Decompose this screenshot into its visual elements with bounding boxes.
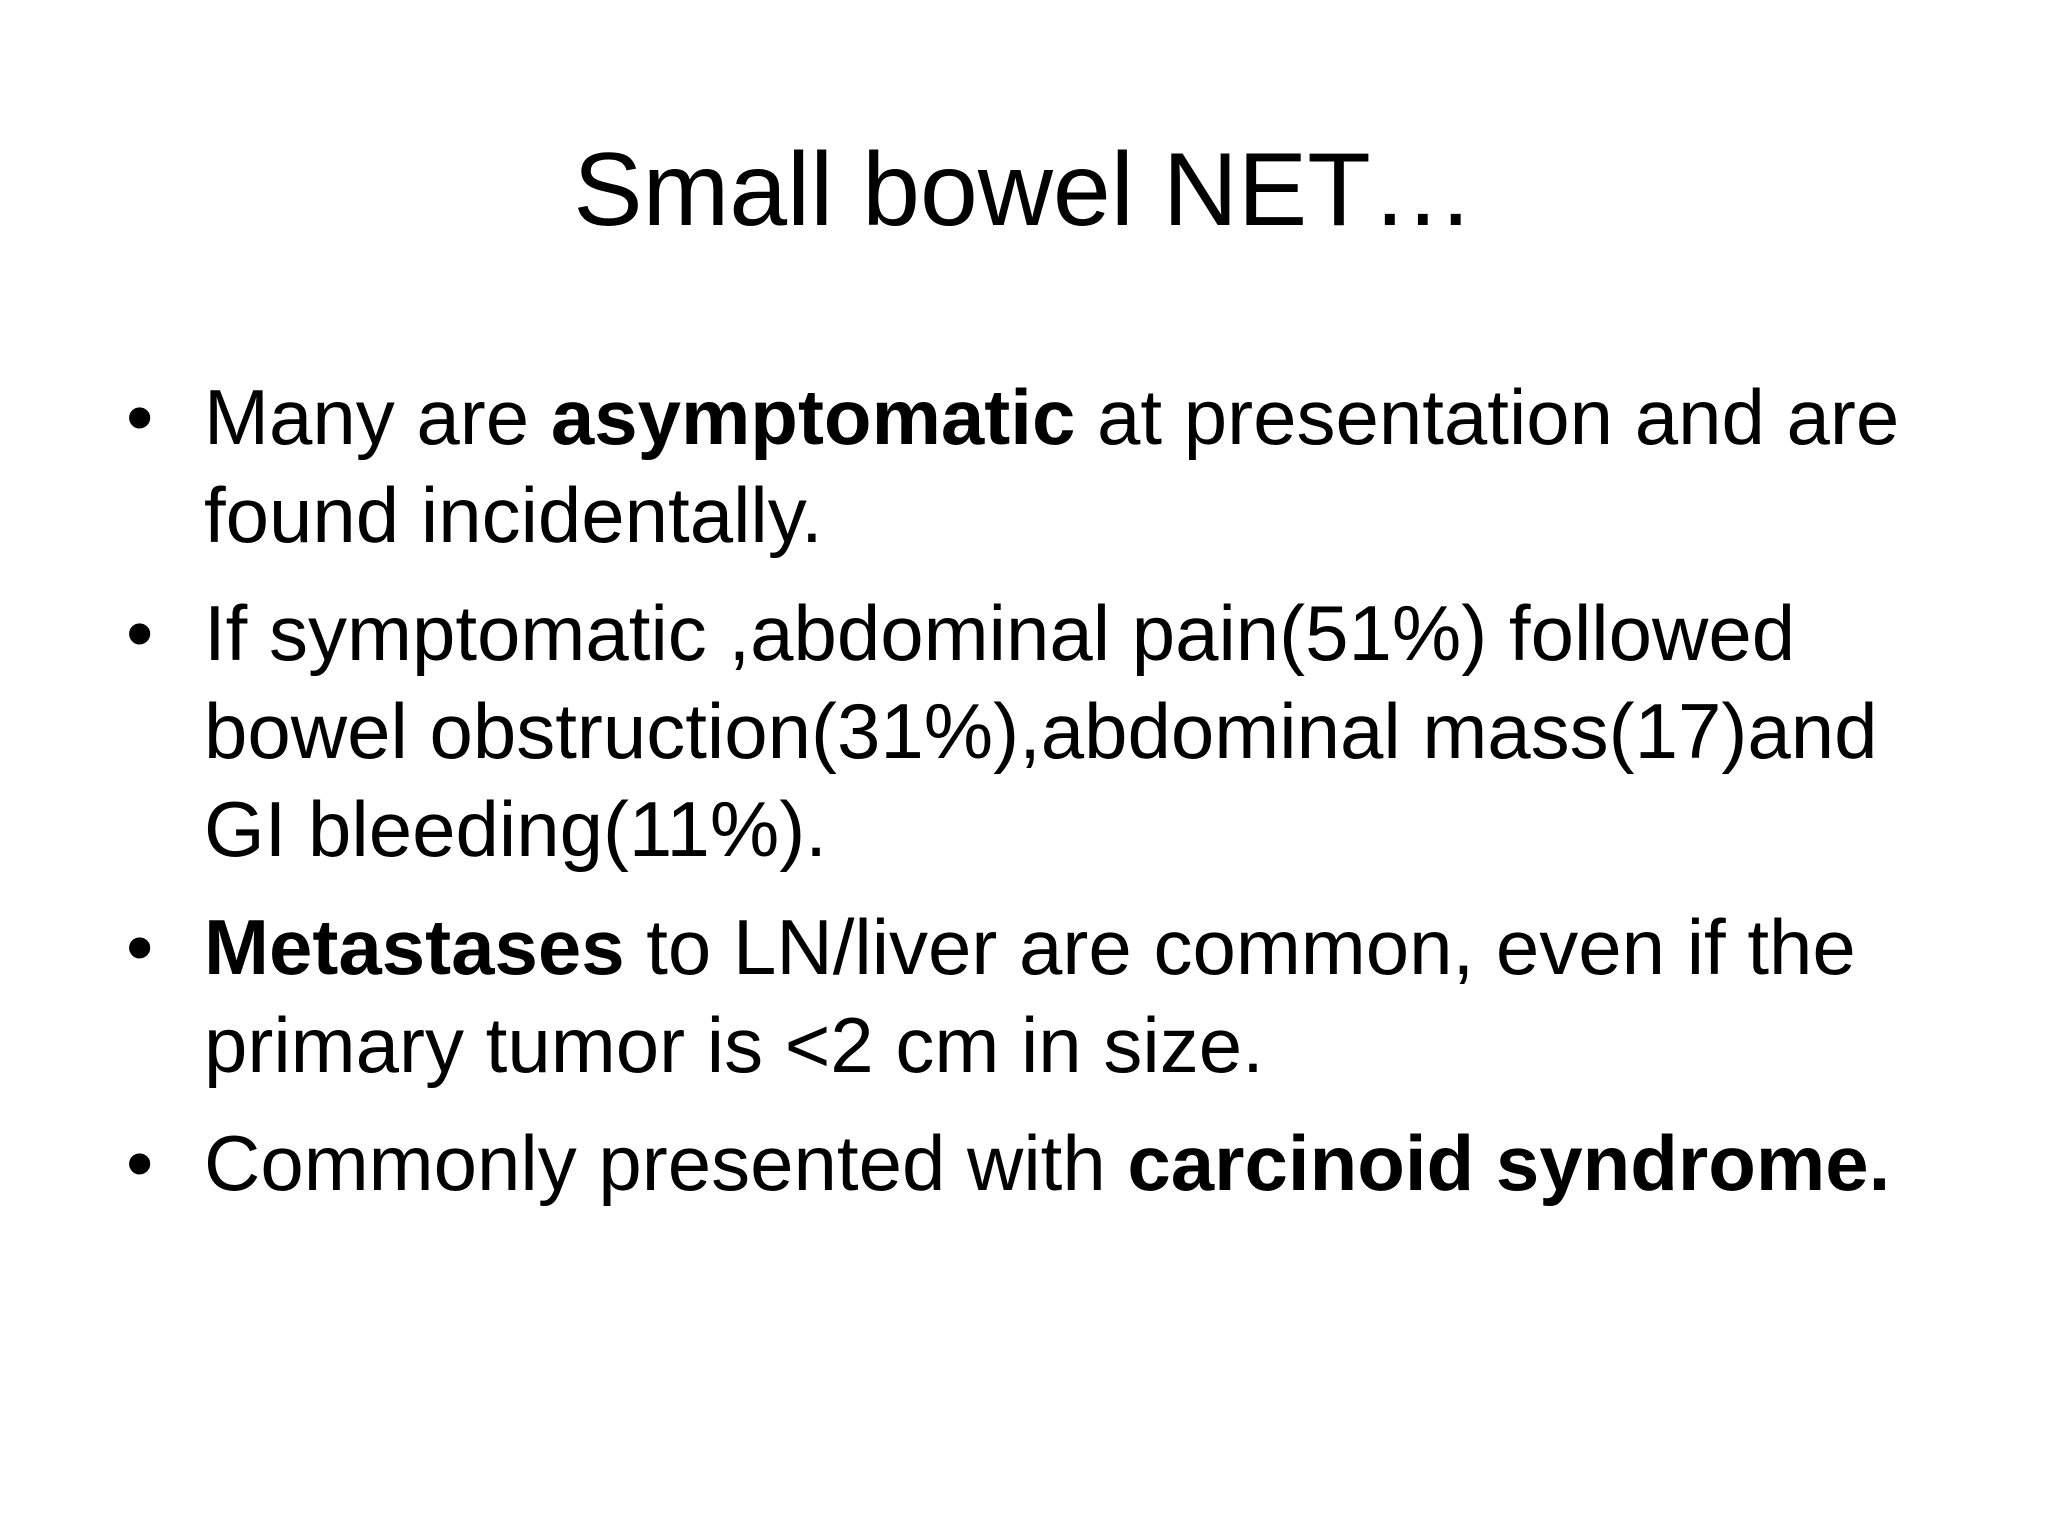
- bullet-text-segment: Many are: [204, 373, 551, 461]
- bullet-item-symptoms: [120, 584, 1980, 878]
- bullet-item-asymptomatic: [120, 368, 1980, 564]
- bullet-text-segment: at presentation and are found incidentally.: [204, 373, 1900, 559]
- bullet-text-bold: Metastases: [204, 903, 625, 991]
- bullet-list: [120, 368, 1980, 1232]
- bullet-text-segment: to LN/liver are common, even if the primary tumor is <2 cm in size.: [204, 903, 1856, 1089]
- bullet-text-segment: Commonly presented with: [204, 1119, 1128, 1207]
- bullet-item-carcinoid: [120, 1114, 1980, 1212]
- bullet-dot-icon: •: [126, 903, 154, 991]
- bullet-text-segment: If symptomatic ,abdominal pain(51%) followed bowel obstruction(31%),abdominal mass(17)and GI bleeding(11%).: [204, 589, 1878, 873]
- bullet-text-bold: asymptomatic: [550, 373, 1076, 461]
- slide-title: Small bowel NET…: [573, 132, 1475, 248]
- bullet-text-bold: carcinoid syndrome.: [1127, 1119, 1891, 1207]
- bullet-dot-icon: •: [126, 589, 154, 677]
- bullet-item-metastases: [120, 898, 1980, 1094]
- bullet-dot-icon: •: [126, 1119, 154, 1207]
- bullet-dot-icon: •: [126, 373, 154, 461]
